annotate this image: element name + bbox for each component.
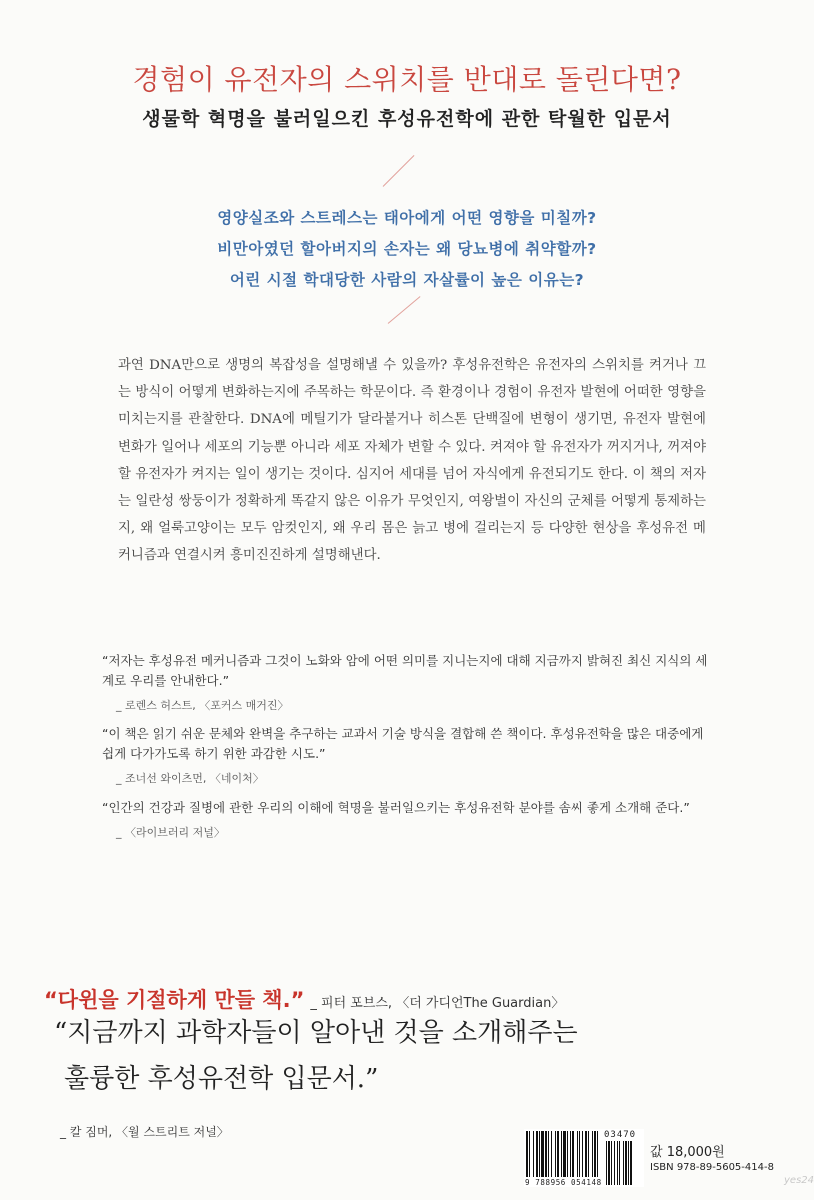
question-list bbox=[0, 203, 814, 296]
review-quote-text: “저자는 후성유전 메커니즘과 그것이 노화와 암에 어떤 의미를 지니는지에 대해 지금까지 밝혀진 최신 지식의 세계로 우리를 안내한다.” bbox=[102, 653, 708, 688]
closing-review-source: _ 칼 짐머, 〈월 스트리트 저널〉 bbox=[60, 1125, 229, 1139]
closing-review-line-2: 훌륭한 후성유전학 입문서.” bbox=[64, 1064, 379, 1094]
isbn-label: ISBN 978-89-5605-414-8 bbox=[650, 1162, 774, 1173]
book-description: 과연 DNA만으로 생명의 복잡성을 설명해낼 수 있을까? 후성유전학은 유전자의 스위치를 켜거나 끄는 방식이 어떻게 변화하는지에 주목하는 학문이다. 즉 환경이나 경험이 유전자 발현에 어떠한 영향을 미치는지를 관찰한다. DNA에 메틸기가 달라붙거나 히스톤 단백질에 변형이 생기면, 유전자 발현에 변화가 일어나 세포의 기능뿐 아니라 세포 자체가 변할 수 있다. 켜져야 할 유전자가 꺼지거나, 꺼져야 할 유전자가 켜지는 일이 생기는 것이다. 심지어 세대를 넘어 자식에게 유전되기도 한다. 이 책의 저자는 일란성 쌍둥이가 정확하게 똑같지 않은 이유가 무엇인지, 여왕벌이 자신의 군체를 어떻게 통제하는지, 왜 얼룩고양이는 모두 암컷인지, 왜 우리 몸은 늙고 병에 걸리는지 등 다양한 현상을 후성유전 메커니즘과 연결시켜 흥미진진하게 설명해낸다. bbox=[118, 358, 706, 564]
question-3: 어린 시절 학대당한 사람의 자살률이 높은 이유는? bbox=[229, 271, 585, 289]
barcode-number: 9 788956 054148 bbox=[525, 1178, 602, 1187]
closing-review bbox=[54, 1010, 774, 1102]
review-quote-text: “인간의 건강과 질병에 관한 우리의 이해에 혁명을 불러일으키는 후성유전학 분야를 솜씨 좋게 소개해 준다.” bbox=[102, 800, 690, 815]
review-quote-source: _ 〈라이브러리 저널〉 bbox=[116, 826, 225, 839]
question-2: 비만아였던 할아버지의 손자는 왜 당뇨병에 취약할까? bbox=[217, 240, 597, 258]
review-quote-text: “이 책은 읽기 쉬운 문체와 완벽을 추구하는 교과서 기술 방식을 결합해 쓴 책이다. 후성유전학을 많은 대중에게 쉽게 다가가도록 하기 위한 과감한 시도.” bbox=[102, 726, 704, 761]
barcode-addon-number: 03470 bbox=[604, 1130, 637, 1140]
question-1: 영양실조와 스트레스는 태아에게 어떤 영향을 미칠까? bbox=[217, 209, 597, 227]
back-cover-subheadline: 생물학 혁명을 불러일으킨 후성유전학에 관한 탁월한 입문서 bbox=[142, 108, 672, 130]
featured-review-source: _ 피터 포브스, 〈더 가디언The Guardian〉 bbox=[310, 996, 565, 1011]
review-quote-1 bbox=[102, 651, 714, 713]
back-cover-headline: 경험이 유전자의 스위치를 반대로 돌린다면? bbox=[132, 63, 682, 96]
price-label: 값 18,000원 bbox=[650, 1145, 725, 1160]
review-quote-3 bbox=[102, 798, 714, 840]
review-quote-2 bbox=[102, 724, 714, 786]
decorative-slash-bottom bbox=[388, 296, 421, 324]
featured-review-text: “다윈을 기절하게 만들 책.” bbox=[44, 988, 305, 1012]
closing-review-line-1: “지금까지 과학자들이 알아낸 것을 소개해주는 bbox=[54, 1018, 578, 1048]
decorative-slash-top bbox=[383, 155, 415, 187]
review-quote-source: _ 조너선 와이츠먼, 〈네이처〉 bbox=[116, 772, 264, 785]
review-quote-source: _ 로렌스 허스트, 〈포커스 매거진〉 bbox=[116, 699, 289, 712]
watermark: yes24 bbox=[784, 1175, 814, 1186]
